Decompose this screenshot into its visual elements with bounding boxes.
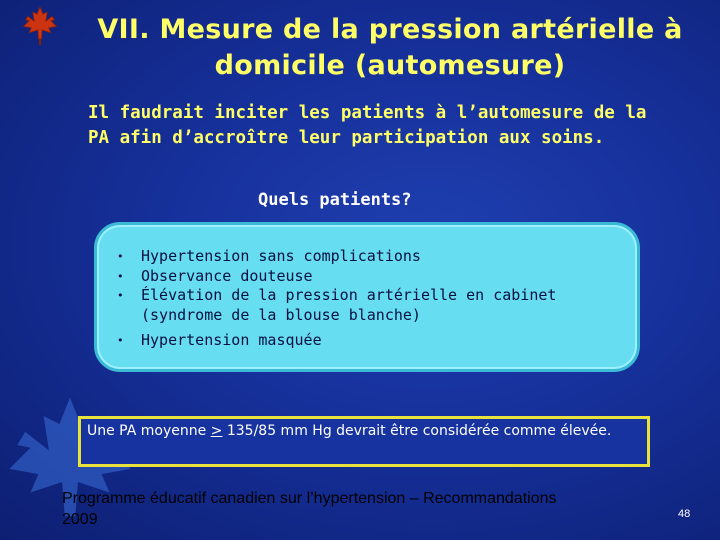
list-item [115,247,625,267]
bullet-icon: • [117,289,124,302]
note-post: 135/85 mm Hg devrait être considérée comme élevée. [222,423,612,439]
title-line-1: VII. Mesure de la pression artérielle à [97,14,683,45]
list-item-continuation: (syndrome de la blouse blanche) [141,305,421,324]
bullet-icon: • [117,269,124,283]
list-item-text: Hypertension sans complications [141,247,421,265]
footer-source [62,488,642,530]
bullet-icon: • [117,250,124,263]
list-item [115,331,625,351]
threshold-note [87,422,641,440]
patients-box [94,222,640,372]
intro-line-2: PA afin d’accroître leur participation aux soins. [88,128,605,148]
list-item-text: Observance douteuse [141,266,313,285]
list-item [115,267,625,287]
list-item [115,286,625,325]
list-item-text: Élévation de la pression artérielle en cabinet [141,286,557,304]
footer-line-1: Programme éducatif canadien sur l’hypertension – Recommandations [62,490,557,507]
intro-statement [88,101,688,151]
patients-list [115,247,625,351]
greater-equal-symbol: > [210,423,223,439]
threshold-note-box [78,416,650,467]
bullet-icon: • [117,334,124,347]
note-pre: Une PA moyenne [87,423,211,439]
intro-line-1: Il faudrait inciter les patients à l’automesure de la [88,103,647,123]
list-item-text: Hypertension masquée [141,331,322,349]
maple-leaf-logo-icon [22,6,58,46]
question-heading: Quels patients? [258,190,412,210]
title-line-2: domicile (automesure) [214,50,566,81]
page-number: 48 [678,508,691,520]
slide-title [70,12,710,84]
footer-line-2: 2009 [62,511,98,528]
